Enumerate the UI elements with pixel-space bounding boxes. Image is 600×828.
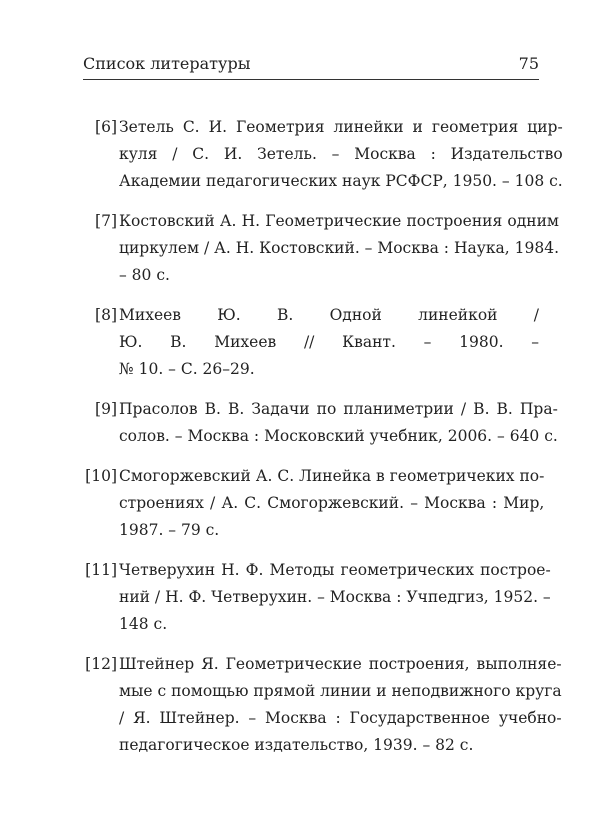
reference-line: циркулем / А. Н. Костовский. – Москва : Наука, 1984. (119, 239, 559, 257)
reference-number: [11] (85, 561, 117, 579)
reference-12 (83, 651, 562, 759)
reference-line: / Я. Штейнер. – Москва : Государственное учебно- (119, 709, 562, 727)
reference-line: солов. – Москва : Московский учебник, 2006. – 640 с. (119, 427, 558, 445)
header-rule (83, 79, 539, 80)
reference-line: мые с помощью прямой линии и неподвижного круга (119, 682, 562, 700)
reference-list (83, 114, 563, 772)
reference-7 (83, 208, 559, 289)
reference-number: [10] (85, 467, 117, 485)
reference-line: Зетель С. И. Геометрия линейки и геометрия цир- (119, 118, 563, 136)
reference-11 (83, 557, 551, 638)
reference-line: Михеев Ю. В. Одной линейкой / (119, 306, 539, 324)
reference-line: Академии педагогических наук РСФСР, 1950. – 108 с. (119, 172, 563, 190)
reference-line: – 80 с. (119, 266, 170, 284)
page-number: 75 (518, 54, 539, 73)
reference-line: Прасолов В. В. Задачи по планиметрии / В. В. Пра- (119, 400, 558, 418)
reference-8 (83, 302, 539, 383)
header-title: Список литературы (83, 54, 251, 73)
reference-number: [6] (95, 118, 117, 136)
reference-line: № 10. – С. 26–29. (119, 360, 255, 378)
reference-line: Четверухин Н. Ф. Методы геометрических построе- (119, 561, 551, 579)
reference-number: [7] (95, 212, 117, 230)
running-header (83, 54, 539, 78)
reference-line: Ю. В. Михеев // Квант. – 1980. – (119, 333, 539, 351)
reference-9 (83, 396, 558, 450)
reference-line: Костовский А. Н. Геометрические построения одним (119, 212, 559, 230)
reference-line: педагогическое издательство, 1939. – 82 с. (119, 736, 474, 754)
reference-line: 148 с. (119, 615, 168, 633)
reference-line: куля / С. И. Зетель. – Москва : Издательство (119, 145, 563, 163)
reference-line: 1987. – 79 с. (119, 521, 220, 539)
reference-number: [8] (95, 306, 117, 324)
reference-number: [12] (85, 655, 117, 673)
reference-6 (83, 114, 563, 195)
reference-line: ний / Н. Ф. Четверухин. – Москва : Учпедгиз, 1952. – (119, 588, 551, 606)
reference-line: Смогоржевский А. С. Линейка в геометричеких по- (119, 467, 545, 485)
reference-number: [9] (95, 400, 117, 418)
reference-line: Штейнер Я. Геометрические построения, выполняе- (119, 655, 562, 673)
reference-10 (83, 463, 545, 544)
reference-line: строениях / А. С. Смогоржевский. – Москва : Мир, (119, 494, 545, 512)
